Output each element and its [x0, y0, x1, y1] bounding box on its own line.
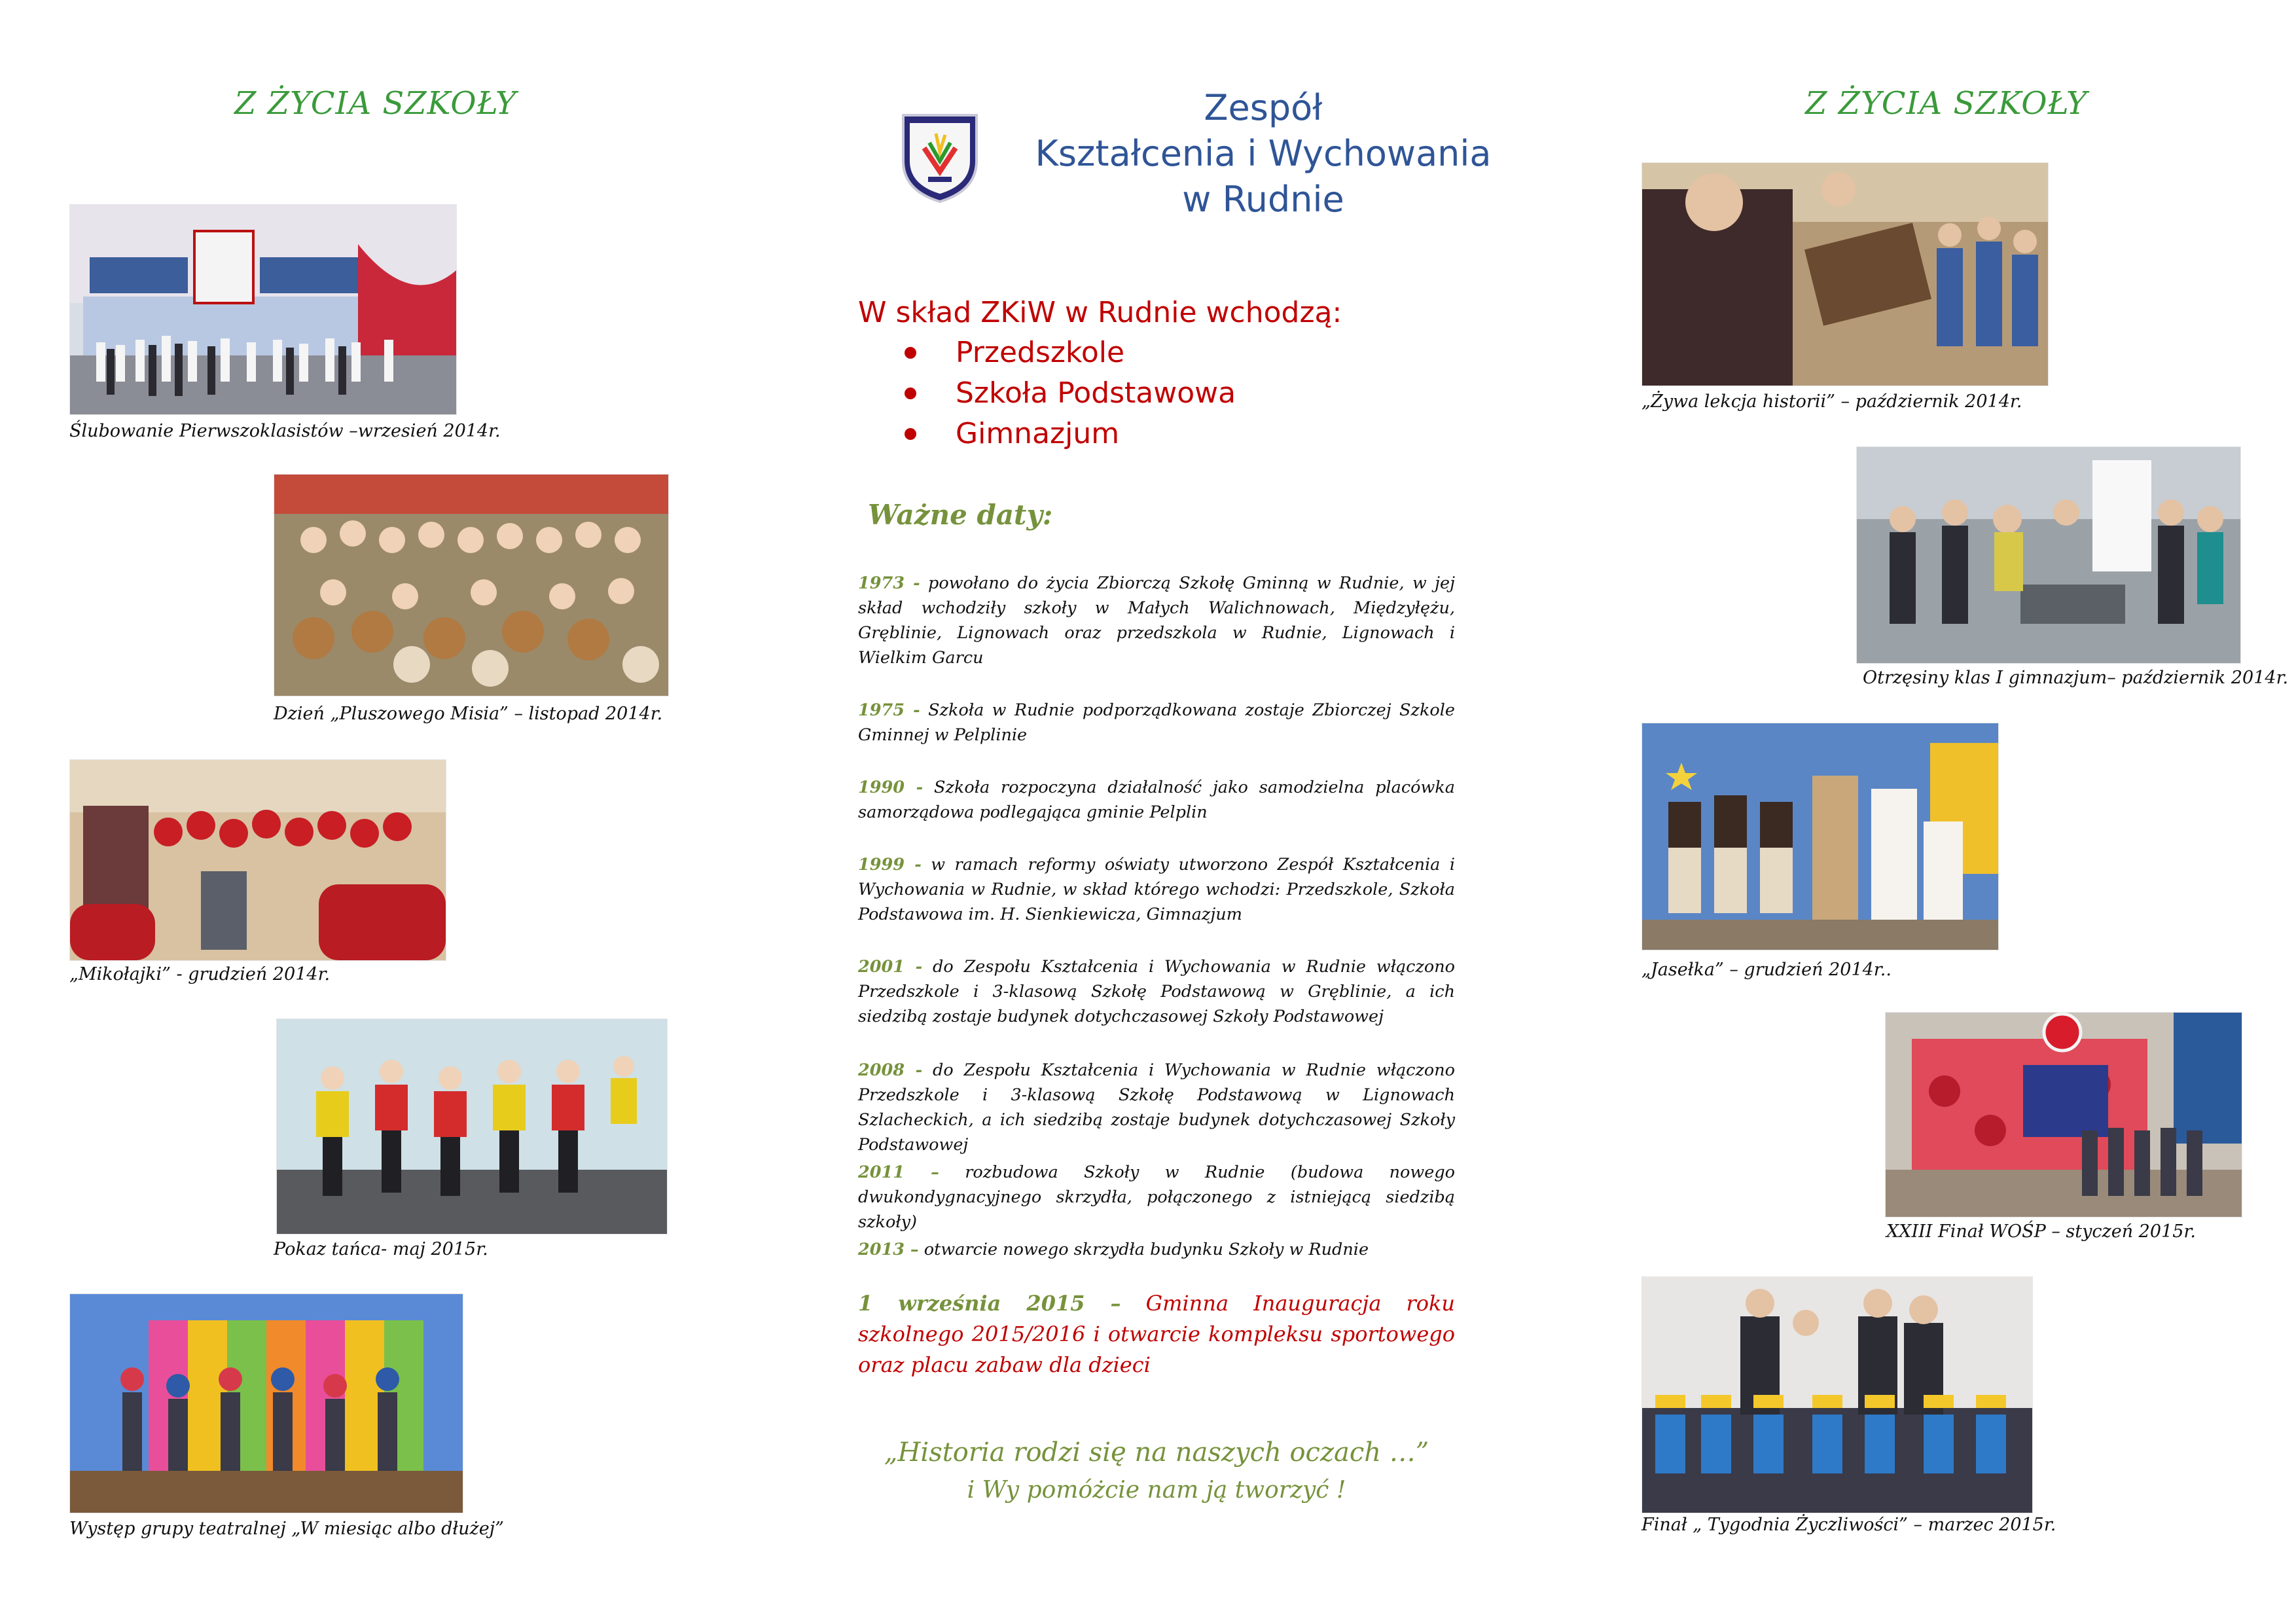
- composition-list: [905, 333, 1236, 454]
- timeline-entry: [858, 775, 1455, 825]
- bullet-icon: [905, 347, 916, 359]
- timeline-year: 1990 -: [858, 778, 924, 797]
- timeline-text: otwarcie nowego skrzydła budynku Szkoły w Rudnie: [924, 1240, 1369, 1259]
- timeline-entry: [858, 698, 1455, 748]
- list-item: [905, 373, 1236, 414]
- timeline-text: Szkoła w Rudnie podporządkowana zostaje Zbiorczej Szkole Gminnej w Pelplinie: [858, 700, 1456, 745]
- theatre-group-stage-photo-icon: [69, 1293, 463, 1513]
- list-item-label: Gimnazjum: [956, 417, 1120, 450]
- school-crest-icon: [899, 109, 980, 204]
- initiation-party-photo-icon: [1856, 446, 2241, 664]
- timeline-entry: [858, 571, 1455, 670]
- timeline-entry: [858, 954, 1455, 1029]
- timeline-entry: [858, 1237, 1455, 1262]
- right-column-title: Z ŻYCIA SZKOŁY: [1805, 85, 2088, 122]
- timeline-text: do Zespołu Kształcenia i Wychowania w Rudnie włączono Przedszkole i 3-klasową Szkołę Podstawową w Lignowach Szlacheckich, a ich siedzibą zostaje budynek dotychczasowej Szkoły Podstawowej: [858, 1060, 1456, 1155]
- history-lesson-photo-icon: [1641, 162, 2049, 386]
- timeline-text: Szkoła rozpoczyna działalność jako samodzielna placówka samorządowa podlegająca gminie Pelplin: [858, 778, 1455, 822]
- school-name-line: Kształcenia i Wychowania: [1035, 133, 1492, 174]
- photo-caption: Finał „ Tygodnia Życzliwości” – marzec 2015r.: [1641, 1515, 2056, 1535]
- timeline-year: 2013 –: [858, 1240, 919, 1259]
- photo-caption: Występ grupy teatralnej „W miesiąc albo dłużej”: [69, 1519, 504, 1539]
- nativity-play-photo-icon: [1641, 723, 1999, 950]
- list-item-label: Szkoła Podstawowa: [956, 376, 1236, 410]
- children-with-teddy-bears-photo-icon: [274, 474, 669, 696]
- photo-caption: Pokaz tańca- maj 2015r.: [274, 1239, 488, 1259]
- assembly-hall-photo-icon: [69, 204, 457, 415]
- timeline-year: 2001 -: [858, 957, 923, 977]
- school-name-line: w Rudnie: [1182, 179, 1344, 220]
- timeline-year: 2008 -: [858, 1060, 923, 1080]
- school-name: [982, 85, 1545, 223]
- list-item: [905, 333, 1236, 373]
- dates-heading: Ważne daty:: [868, 499, 1053, 531]
- timeline-entry: [858, 1160, 1455, 1235]
- timeline-text: rozbudowa Szkoły w Rudnie (budowa nowego dwukondygnacyjnego skrzydła, połączonego z istniejącą siedzibą szkoły): [858, 1163, 1455, 1232]
- timeline-year: 1 września 2015 –: [858, 1291, 1121, 1316]
- timeline-year: 1999 -: [858, 855, 922, 875]
- timeline-year: 2011 –: [858, 1163, 939, 1182]
- timeline-entry-highlight: [858, 1288, 1455, 1380]
- children-in-santa-hats-photo-icon: [69, 759, 446, 961]
- dancing-children-photo-icon: [276, 1019, 668, 1235]
- photo-caption: Otrzęsiny klas I gimnazjum– październik 2014r.: [1863, 668, 2289, 688]
- timeline-year: 1975 -: [858, 700, 920, 720]
- list-item-label: Przedszkole: [956, 336, 1125, 369]
- photo-caption: „Żywa lekcja historii” – październik 2014r.: [1641, 391, 2022, 412]
- charity-finale-photo-icon: [1885, 1012, 2242, 1218]
- timeline-text: w ramach reformy oświaty utworzono Zespół Kształcenia i Wychowania w Rudnie, w skład którego wchodzi: Przedszkole, Szkoła Podstawowa im. H. Sienkiewicza, Gimnazjum: [858, 855, 1455, 924]
- timeline-text: Gminna Inauguracja roku szkolnego 2015/2016 i otwarcie kompleksu sportowego oraz placu zabaw dla dzieci: [858, 1291, 1456, 1377]
- school-name-line: Zespół: [1204, 87, 1323, 128]
- timeline-entry: [858, 1058, 1455, 1157]
- list-item: [905, 414, 1236, 454]
- kindness-week-photo-icon: [1641, 1276, 2033, 1513]
- photo-caption: „Mikołajki” - grudzień 2014r.: [69, 964, 331, 984]
- bullet-icon: [905, 428, 916, 440]
- composition-title: W skład ZKiW w Rudnie wchodzą:: [858, 296, 1342, 329]
- photo-caption: XXIII Finał WOŚP – styczeń 2015r.: [1886, 1221, 2196, 1242]
- timeline-entry: [858, 852, 1455, 927]
- left-column-title: Z ŻYCIA SZKOŁY: [234, 85, 517, 122]
- photo-caption: „Jasełka” – grudzień 2014r..: [1641, 960, 1892, 980]
- bullet-icon: [905, 388, 916, 399]
- timeline-text: do Zespołu Kształcenia i Wychowania w Rudnie włączono Przedszkole i 3-klasową Szkołę Podstawową w Gręblinie, a ich siedzibą zostaje budynek dotychczasowej Szkoły Podstawowej: [858, 957, 1456, 1026]
- timeline-text: powołano do życia Zbiorczą Szkołę Gminną w Rudnie, w jej skład wchodziły szkoły w Małych Walichnowach, Międzyłężu, Gręblinie, Lignowach oraz przedszkola w Rudnie, Lignowach i Wielkim Garcu: [858, 573, 1456, 668]
- motto-line: i Wy pomóżcie nam ją tworzyć !: [967, 1477, 1346, 1504]
- motto-line: „Historia rodzi się na naszych oczach …”: [884, 1437, 1429, 1468]
- photo-caption: Ślubowanie Pierwszoklasistów –wrzesień 2014r.: [69, 421, 501, 441]
- timeline-year: 1973 -: [858, 573, 920, 593]
- photo-caption: Dzień „Pluszowego Misia” – listopad 2014r.: [274, 704, 663, 724]
